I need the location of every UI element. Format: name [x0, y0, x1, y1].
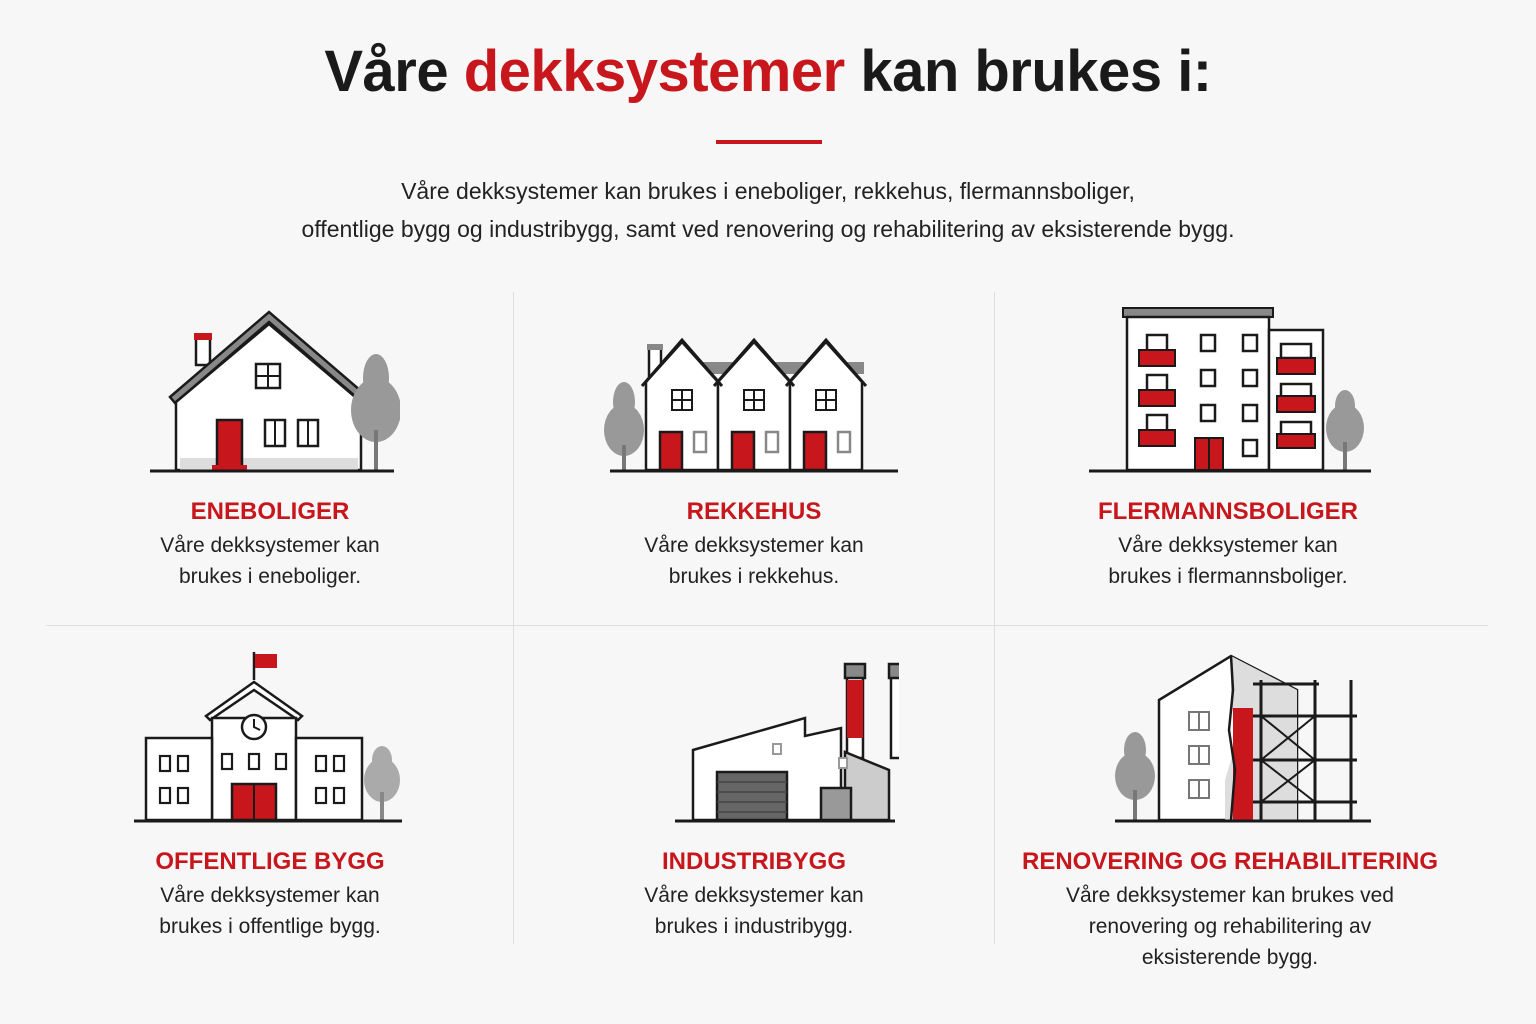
desc-line: Våre dekksystemer kan: [160, 884, 380, 907]
desc-line: Våre dekksystemer kan: [1118, 534, 1338, 557]
desc-line: Våre dekksystemer kan: [644, 534, 864, 557]
desc-line: eksisterende bygg.: [1141, 946, 1319, 969]
card-description: [1010, 880, 1450, 973]
title-suffix: kan brukes i:: [844, 39, 1212, 104]
public-building-icon: [130, 650, 410, 828]
card-label: INDUSTRIBYGG: [661, 848, 846, 875]
desc-line: Våre dekksystemer kan: [644, 884, 864, 907]
card-flermannsboliger: [1018, 300, 1438, 592]
card-label: OFFENTLIGE BYGG: [155, 848, 385, 875]
title-prefix: Våre: [324, 39, 464, 104]
divider-horizontal: [46, 625, 1488, 626]
divider-vertical-1: [513, 292, 514, 944]
apartment-building-icon: [1083, 300, 1373, 478]
divider-vertical-2: [994, 292, 995, 944]
card-description: [544, 880, 964, 942]
card-label: FLERMANNSBOLIGER: [1098, 498, 1358, 525]
desc-line: brukes i rekkehus.: [668, 565, 840, 588]
card-offentlige-bygg: [60, 650, 480, 942]
card-industribygg: [544, 650, 964, 942]
desc-line: brukes i flermannsboliger.: [1108, 565, 1348, 588]
card-description: [60, 880, 480, 942]
card-description: [60, 530, 480, 592]
desc-line: renovering og rehabilitering av: [1088, 915, 1372, 938]
desc-line: brukes i offentlige bygg.: [159, 915, 381, 938]
desc-line: brukes i eneboliger.: [178, 565, 362, 588]
title-accent: dekksystemer: [463, 39, 845, 104]
page-title: [0, 38, 1536, 105]
intro-line-2: offentlige bygg og industribygg, samt ved renovering og rehabilitering av eksisterende bygg.: [301, 216, 1235, 242]
desc-line: brukes i industribygg.: [654, 915, 854, 938]
title-underline: [716, 140, 822, 144]
intro-line-1: Våre dekksystemer kan brukes i eneboliger, rekkehus, flermannsboliger,: [401, 178, 1135, 204]
card-description: [1018, 530, 1438, 592]
card-label: REKKEHUS: [686, 498, 822, 525]
renovation-scaffold-icon: [1085, 650, 1375, 828]
card-rekkehus: [544, 300, 964, 592]
card-eneboliger: [60, 300, 480, 592]
card-description: [544, 530, 964, 592]
factory-icon: [609, 650, 899, 828]
desc-line: Våre dekksystemer kan: [160, 534, 380, 557]
house-icon: [140, 300, 400, 478]
row-houses-icon: [604, 300, 904, 478]
intro-text: [0, 172, 1536, 248]
card-label: ENEBOLIGER: [190, 498, 350, 525]
card-label: RENOVERING OG REHABILITERING: [1021, 848, 1439, 875]
card-renovering: [1010, 650, 1450, 973]
desc-line: Våre dekksystemer kan brukes ved: [1066, 884, 1394, 907]
